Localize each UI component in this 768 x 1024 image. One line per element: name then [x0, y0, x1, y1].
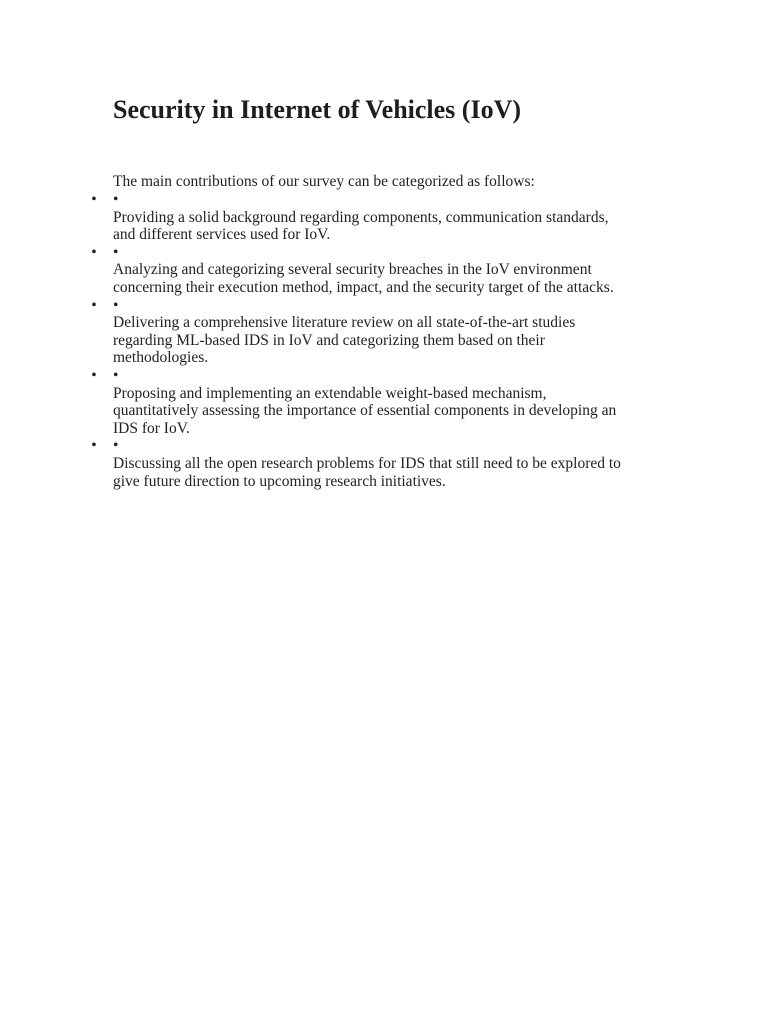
list-item-text: Analyzing and categorizing several security breaches in the IoV environment concerning their execution method, impact, and the security target of the attacks.: [113, 261, 614, 296]
list-item-text: Providing a solid background regarding components, communication standards, and different services used for IoV.: [113, 208, 609, 244]
bullet-icon: •: [91, 191, 97, 208]
page-title: Security in Internet of Vehicles (IoV): [113, 95, 522, 124]
list-item-text: Discussing all the open research problems for IDS that still need to be explored to give future direction to upcoming research initiatives.: [113, 454, 621, 490]
bullet-icon: •: [91, 243, 97, 261]
list-item-text: Proposing and implementing an extendable weight-based mechanism, quantitatively assessing the importance of essential components in developing an IDS for IoV.: [113, 384, 617, 437]
inner-bullet-marker: •: [113, 243, 119, 261]
list-item: [0, 191, 768, 244]
list-item: [0, 367, 768, 437]
list-item: [0, 244, 768, 297]
list-item: [0, 437, 768, 490]
inner-bullet-marker: •: [113, 191, 119, 208]
intro-paragraph: The main contributions of our survey can be categorized as follows:: [113, 173, 535, 190]
inner-bullet-marker: •: [113, 437, 119, 455]
bullet-icon: •: [91, 366, 97, 384]
inner-bullet-marker: •: [113, 366, 119, 384]
bullet-icon: •: [91, 437, 97, 455]
list-item: [0, 297, 768, 367]
list-item-text: Delivering a comprehensive literature review on all state-of-the-art studies regarding ML-based IDS in IoV and categorizing them based on their methodologies.: [113, 314, 576, 367]
bullet-icon: •: [91, 296, 97, 314]
contributions-list: [0, 191, 768, 490]
inner-bullet-marker: •: [113, 296, 119, 314]
